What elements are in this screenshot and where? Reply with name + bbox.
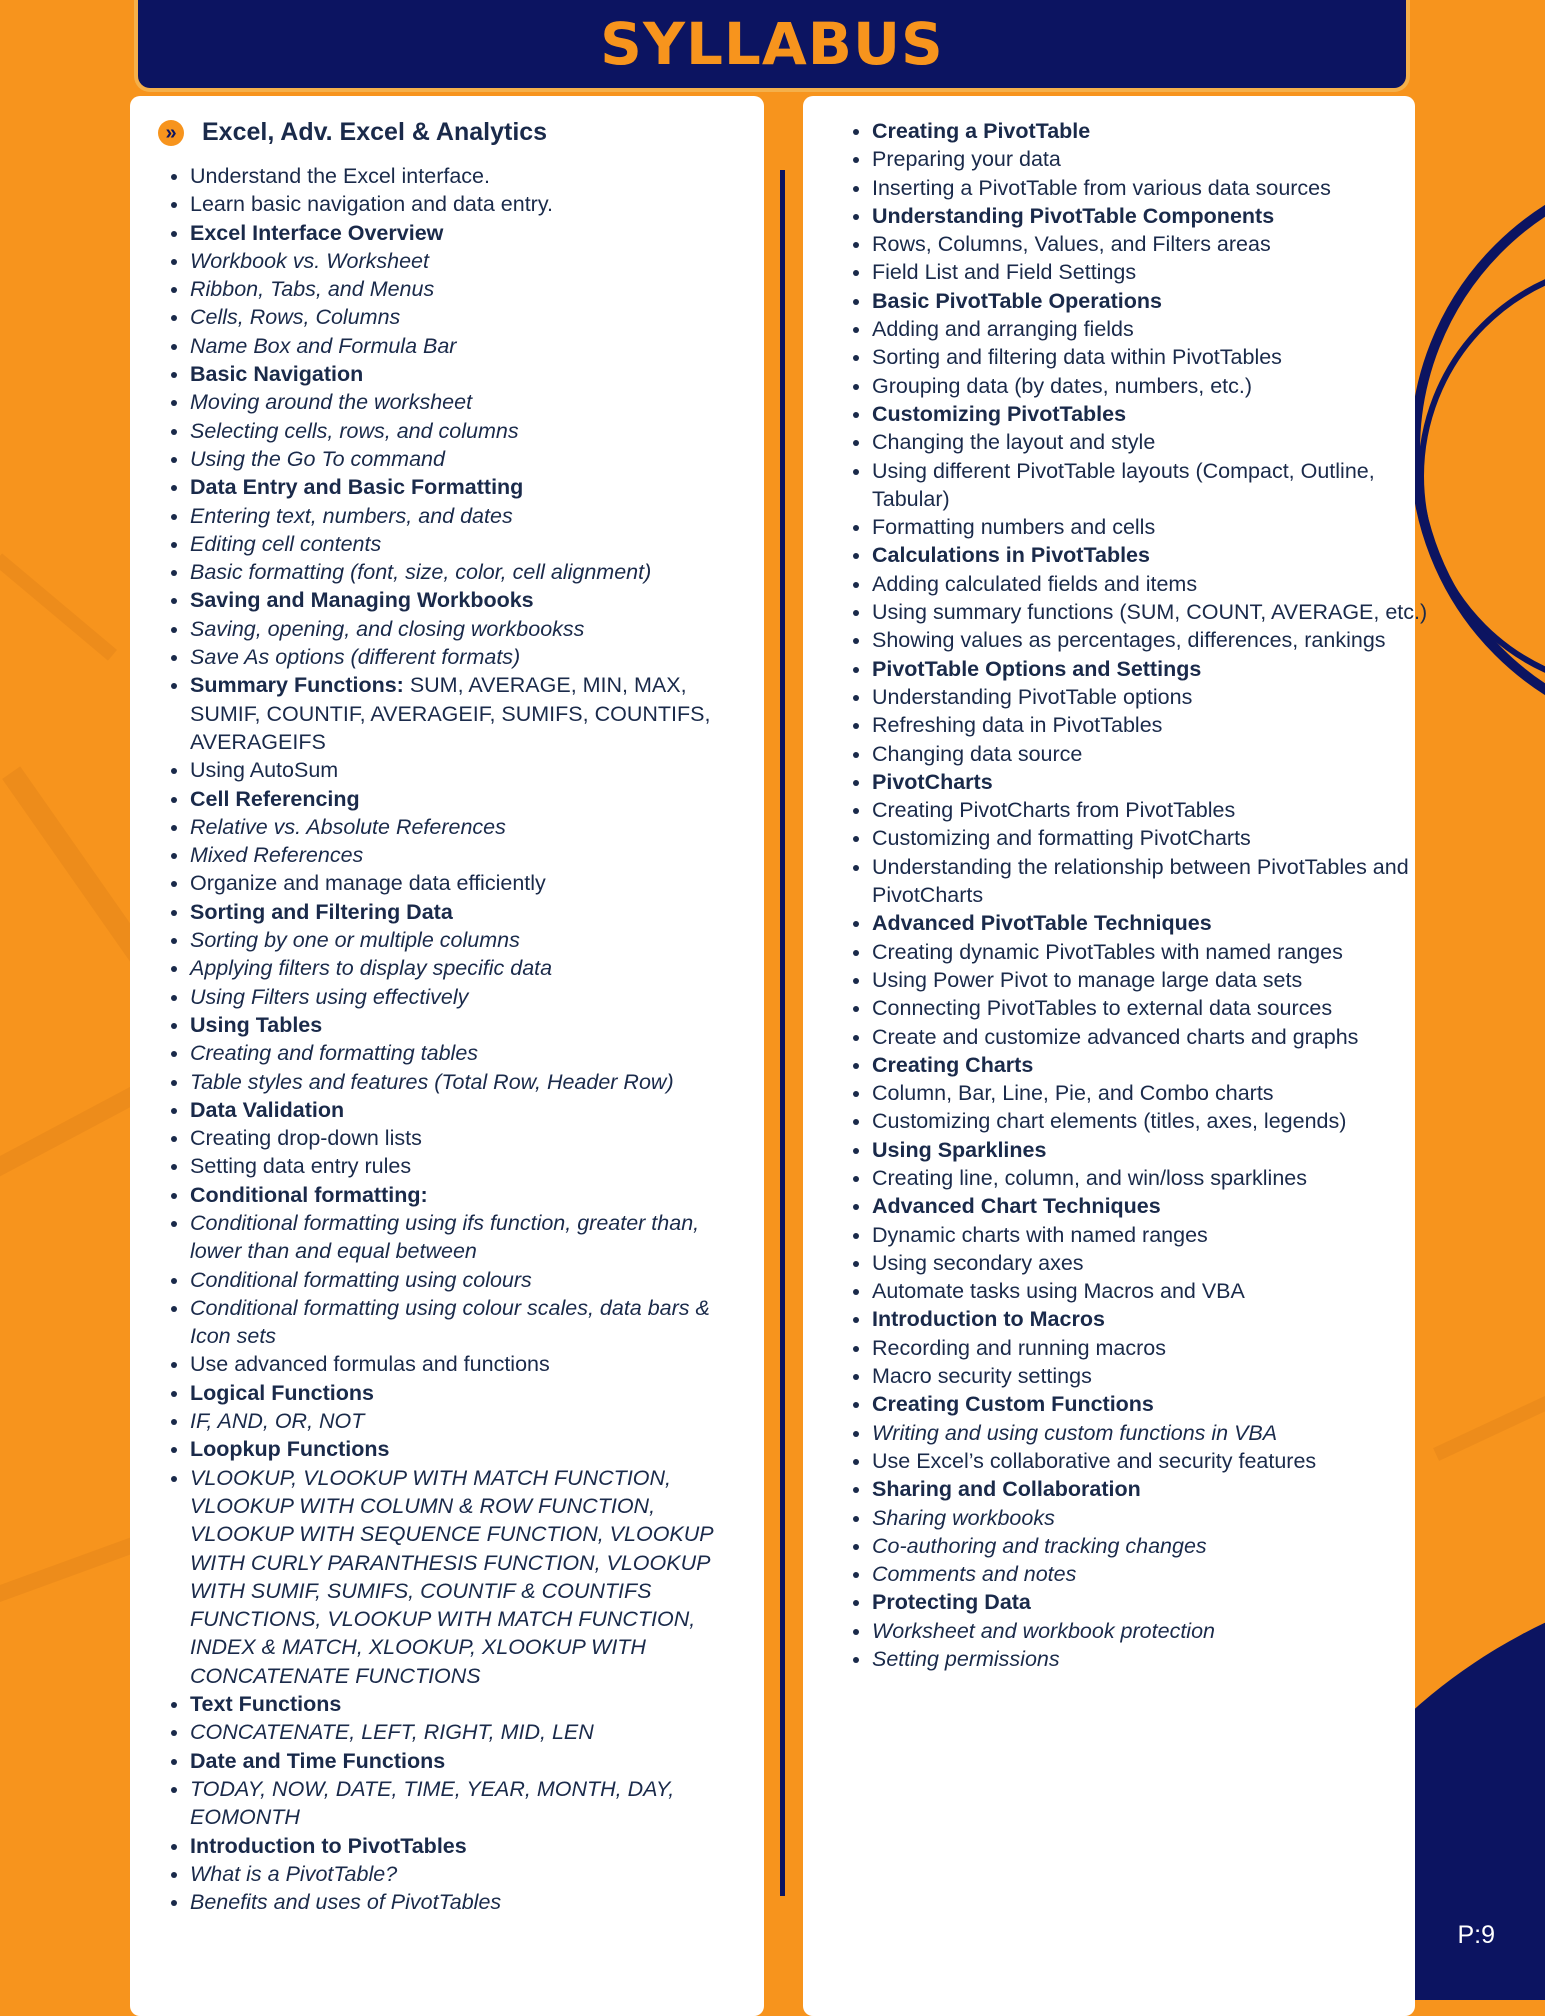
list-item: • Logical Functions — [190, 1379, 750, 1407]
list-item: • Inserting a PivotTable from various data sources — [872, 174, 1452, 202]
list-item: • Organize and manage data efficiently — [190, 869, 750, 897]
right-topic-list — [840, 117, 1452, 1673]
list-item: • Customizing and formatting PivotCharts — [872, 824, 1452, 852]
list-item: • Conditional formatting using colour scales, data bars & Icon sets — [190, 1294, 750, 1351]
list-item: • Saving, opening, and closing workbookss — [190, 615, 750, 643]
list-item: • Using Tables — [190, 1011, 750, 1039]
list-item: • IF, AND, OR, NOT — [190, 1407, 750, 1435]
list-item: • Dynamic charts with named ranges — [872, 1221, 1452, 1249]
list-item: • Selecting cells, rows, and columns — [190, 417, 750, 445]
list-item: • Cell Referencing — [190, 785, 750, 813]
list-item: • Grouping data (by dates, numbers, etc.) — [872, 372, 1452, 400]
list-item: • Learn basic navigation and data entry. — [190, 190, 750, 218]
decorative-stripe — [0, 553, 117, 660]
list-item: • Formatting numbers and cells — [872, 513, 1452, 541]
list-item: • Using summary functions (SUM, COUNT, AVERAGE, etc.) — [872, 598, 1452, 626]
list-item: • PivotCharts — [872, 768, 1452, 796]
list-item: • Adding calculated fields and items — [872, 570, 1452, 598]
list-item: • Using different PivotTable layouts (Compact, Outline, Tabular) — [872, 457, 1452, 514]
section-heading — [158, 118, 547, 147]
page-number: P:9 — [1457, 1921, 1495, 1949]
list-item: • Advanced Chart Techniques — [872, 1192, 1452, 1220]
list-item: • Date and Time Functions — [190, 1747, 750, 1775]
list-item: • Creating dynamic PivotTables with named ranges — [872, 938, 1452, 966]
list-item: • What is a PivotTable? — [190, 1860, 750, 1888]
list-item: • Moving around the worksheet — [190, 388, 750, 416]
list-item: • Using the Go To command — [190, 445, 750, 473]
list-item: • Creating PivotCharts from PivotTables — [872, 796, 1452, 824]
list-item: • Rows, Columns, Values, and Filters areas — [872, 230, 1452, 258]
list-item: • Recording and running macros — [872, 1334, 1452, 1362]
list-item: • Table styles and features (Total Row, Header Row) — [190, 1068, 750, 1096]
list-item: • Editing cell contents — [190, 530, 750, 558]
list-item-text: SUM, AVERAGE, MIN, MAX, SUMIF, COUNTIF, AVERAGEIF, SUMIFS, COUNTIFS, AVERAGEIFS — [190, 673, 711, 754]
list-item: • Creating Charts — [872, 1051, 1452, 1079]
list-item: • Relative vs. Absolute References — [190, 813, 750, 841]
list-item: • Setting data entry rules — [190, 1152, 750, 1180]
list-item: • Understanding PivotTable options — [872, 683, 1452, 711]
list-item: • VLOOKUP, VLOOKUP WITH MATCH FUNCTION, VLOOKUP WITH COLUMN & ROW FUNCTION, VLOOKUP WITH SEQUENCE FUNCTION, VLOOKUP WITH CURLY PARANTHESIS FUNCTION, VLOOKUP WITH SUMIF, SUMIFS, COUNTIF & COUNTIFS FUNCTIONS, VLOOKUP WITH MATCH FUNCTION, INDEX & MATCH, XLOOKUP, XLOOKUP WITH CONCATENATE FUNCTIONS — [190, 1464, 750, 1690]
list-item: • Changing the layout and style — [872, 428, 1452, 456]
double-chevron-right-icon: » — [158, 120, 184, 146]
list-item: • Create and customize advanced charts and graphs — [872, 1023, 1452, 1051]
list-item: • Understanding PivotTable Components — [872, 202, 1452, 230]
list-item: • Understanding the relationship between PivotTables and PivotCharts — [872, 853, 1452, 910]
list-item: • Creating line, column, and win/loss sparklines — [872, 1164, 1452, 1192]
list-item: • Sorting and filtering data within PivotTables — [872, 343, 1452, 371]
list-item: • Benefits and uses of PivotTables — [190, 1888, 750, 1916]
list-item: • Using Filters using effectively — [190, 983, 750, 1011]
column-divider — [780, 170, 785, 1896]
list-item: • Using Sparklines — [872, 1136, 1452, 1164]
list-item: • Calculations in PivotTables — [872, 541, 1452, 569]
list-item: • Conditional formatting using colours — [190, 1266, 750, 1294]
list-item: • Macro security settings — [872, 1362, 1452, 1390]
list-item: • CONCATENATE, LEFT, RIGHT, MID, LEN — [190, 1718, 750, 1746]
page-header — [134, 0, 1410, 92]
list-item-lead: Summary Functions: — [190, 673, 410, 698]
list-item: • Introduction to Macros — [872, 1305, 1452, 1333]
list-item: • Text Functions — [190, 1690, 750, 1718]
list-item: • Automate tasks using Macros and VBA — [872, 1277, 1452, 1305]
list-item: • Protecting Data — [872, 1588, 1452, 1616]
list-item: • Creating drop-down lists — [190, 1124, 750, 1152]
list-item: • Customizing chart elements (titles, axes, legends) — [872, 1107, 1452, 1135]
list-item: • Creating and formatting tables — [190, 1039, 750, 1067]
list-item: • Data Entry and Basic Formatting — [190, 473, 750, 501]
list-item: • TODAY, NOW, DATE, TIME, YEAR, MONTH, DAY, EOMONTH — [190, 1775, 750, 1832]
list-item: • Applying filters to display specific data — [190, 954, 750, 982]
list-item: • Comments and notes — [872, 1560, 1452, 1588]
list-item: • Preparing your data — [872, 145, 1452, 173]
page-title: SYLLABUS — [600, 10, 944, 78]
list-item: • Basic formatting (font, size, color, cell alignment) — [190, 558, 750, 586]
list-item: • Ribbon, Tabs, and Menus — [190, 275, 750, 303]
list-item: • Worksheet and workbook protection — [872, 1617, 1452, 1645]
list-item: • Conditional formatting using ifs function, greater than, lower than and equal between — [190, 1209, 750, 1266]
list-item: • Use Excel’s collaborative and security features — [872, 1447, 1452, 1475]
list-item: • Excel Interface Overview — [190, 219, 750, 247]
list-item: • Saving and Managing Workbooks — [190, 586, 750, 614]
list-item: • Setting permissions — [872, 1645, 1452, 1673]
list-item: • Mixed References — [190, 841, 750, 869]
list-item: • Entering text, numbers, and dates — [190, 502, 750, 530]
list-item: • Writing and using custom functions in VBA — [872, 1419, 1452, 1447]
list-item: • Sorting by one or multiple columns — [190, 926, 750, 954]
list-item: • Using Power Pivot to manage large data sets — [872, 966, 1452, 994]
list-item: • Understand the Excel interface. — [190, 162, 750, 190]
list-item: • Sharing workbooks — [872, 1504, 1452, 1532]
list-item: • Save As options (different formats) — [190, 643, 750, 671]
list-item: • Loopkup Functions — [190, 1435, 750, 1463]
list-item: • Basic Navigation — [190, 360, 750, 388]
list-item — [190, 671, 750, 756]
list-item: • Use advanced formulas and functions — [190, 1350, 750, 1378]
list-item: • Basic PivotTable Operations — [872, 287, 1452, 315]
list-item: • Adding and arranging fields — [872, 315, 1452, 343]
list-item: • Using AutoSum — [190, 756, 750, 784]
left-topic-list — [158, 162, 750, 1916]
list-item: • PivotTable Options and Settings — [872, 655, 1452, 683]
list-item: • Showing values as percentages, differences, rankings — [872, 626, 1452, 654]
list-item: • Field List and Field Settings — [872, 258, 1452, 286]
list-item: • Using secondary axes — [872, 1249, 1452, 1277]
list-item: • Sharing and Collaboration — [872, 1475, 1452, 1503]
list-item: • Creating a PivotTable — [872, 117, 1452, 145]
list-item: • Advanced PivotTable Techniques — [872, 909, 1452, 937]
list-item: • Conditional formatting: — [190, 1181, 750, 1209]
list-item: • Customizing PivotTables — [872, 400, 1452, 428]
list-item: • Workbook vs. Worksheet — [190, 247, 750, 275]
list-item: • Changing data source — [872, 740, 1452, 768]
list-item: • Connecting PivotTables to external data sources — [872, 994, 1452, 1022]
list-item: • Refreshing data in PivotTables — [872, 711, 1452, 739]
list-item: • Name Box and Formula Bar — [190, 332, 750, 360]
list-item: • Introduction to PivotTables — [190, 1832, 750, 1860]
list-item: • Co-authoring and tracking changes — [872, 1532, 1452, 1560]
section-title: Excel, Adv. Excel & Analytics — [202, 118, 548, 146]
list-item: • Cells, Rows, Columns — [190, 303, 750, 331]
list-item: • Sorting and Filtering Data — [190, 898, 750, 926]
list-item: • Data Validation — [190, 1096, 750, 1124]
list-item: • Column, Bar, Line, Pie, and Combo charts — [872, 1079, 1452, 1107]
list-item: • Creating Custom Functions — [872, 1390, 1452, 1418]
